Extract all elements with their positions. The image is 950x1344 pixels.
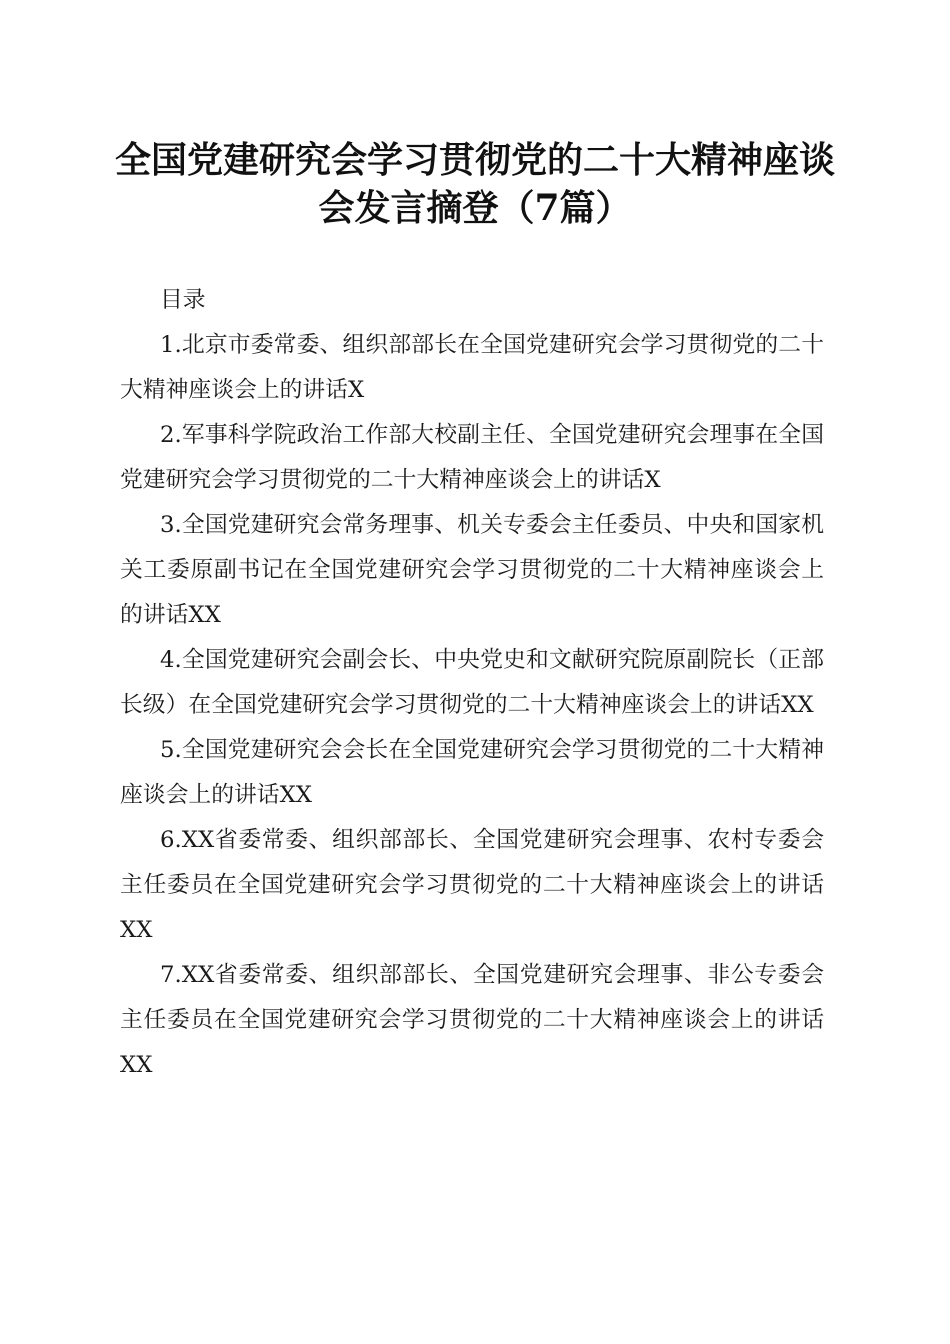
toc-heading: 目录 [160,287,206,313]
toc-item-2: 2.军事科学院政治工作部大校副主任、全国党建研究会理事在全国党建研究会学习贯彻党的二十大精神座谈会上的讲话X [120,422,824,493]
toc-item-4: 4.全国党建研究会副会长、中央党史和文献研究院原副院长（正部长级）在全国党建研究会学习贯彻党的二十大精神座谈会上的讲话XX [120,647,824,718]
toc-item-7: 7.XX省委常委、组织部部长、全国党建研究会理事、非公专委会主任委员在全国党建研究会学习贯彻党的二十大精神座谈会上的讲话XX [120,962,824,1078]
document-title: 全国党建研究会学习贯彻党的二十大精神座谈会发言摘登（7篇） [114,139,835,229]
toc-item-3: 3.全国党建研究会常务理事、机关专委会主任委员、中央和国家机关工委原副书记在全国党建研究会学习贯彻党的二十大精神座谈会上的讲话XX [120,512,824,628]
table-of-contents [120,278,824,1088]
toc-item-6: 6.XX省委常委、组织部部长、全国党建研究会理事、农村专委会主任委员在全国党建研究会学习贯彻党的二十大精神座谈会上的讲话XX [120,827,824,943]
toc-item-1: 1.北京市委常委、组织部部长在全国党建研究会学习贯彻党的二十大精神座谈会上的讲话X [120,332,824,403]
toc-item-5: 5.全国党建研究会会长在全国党建研究会学习贯彻党的二十大精神座谈会上的讲话XX [120,737,824,808]
